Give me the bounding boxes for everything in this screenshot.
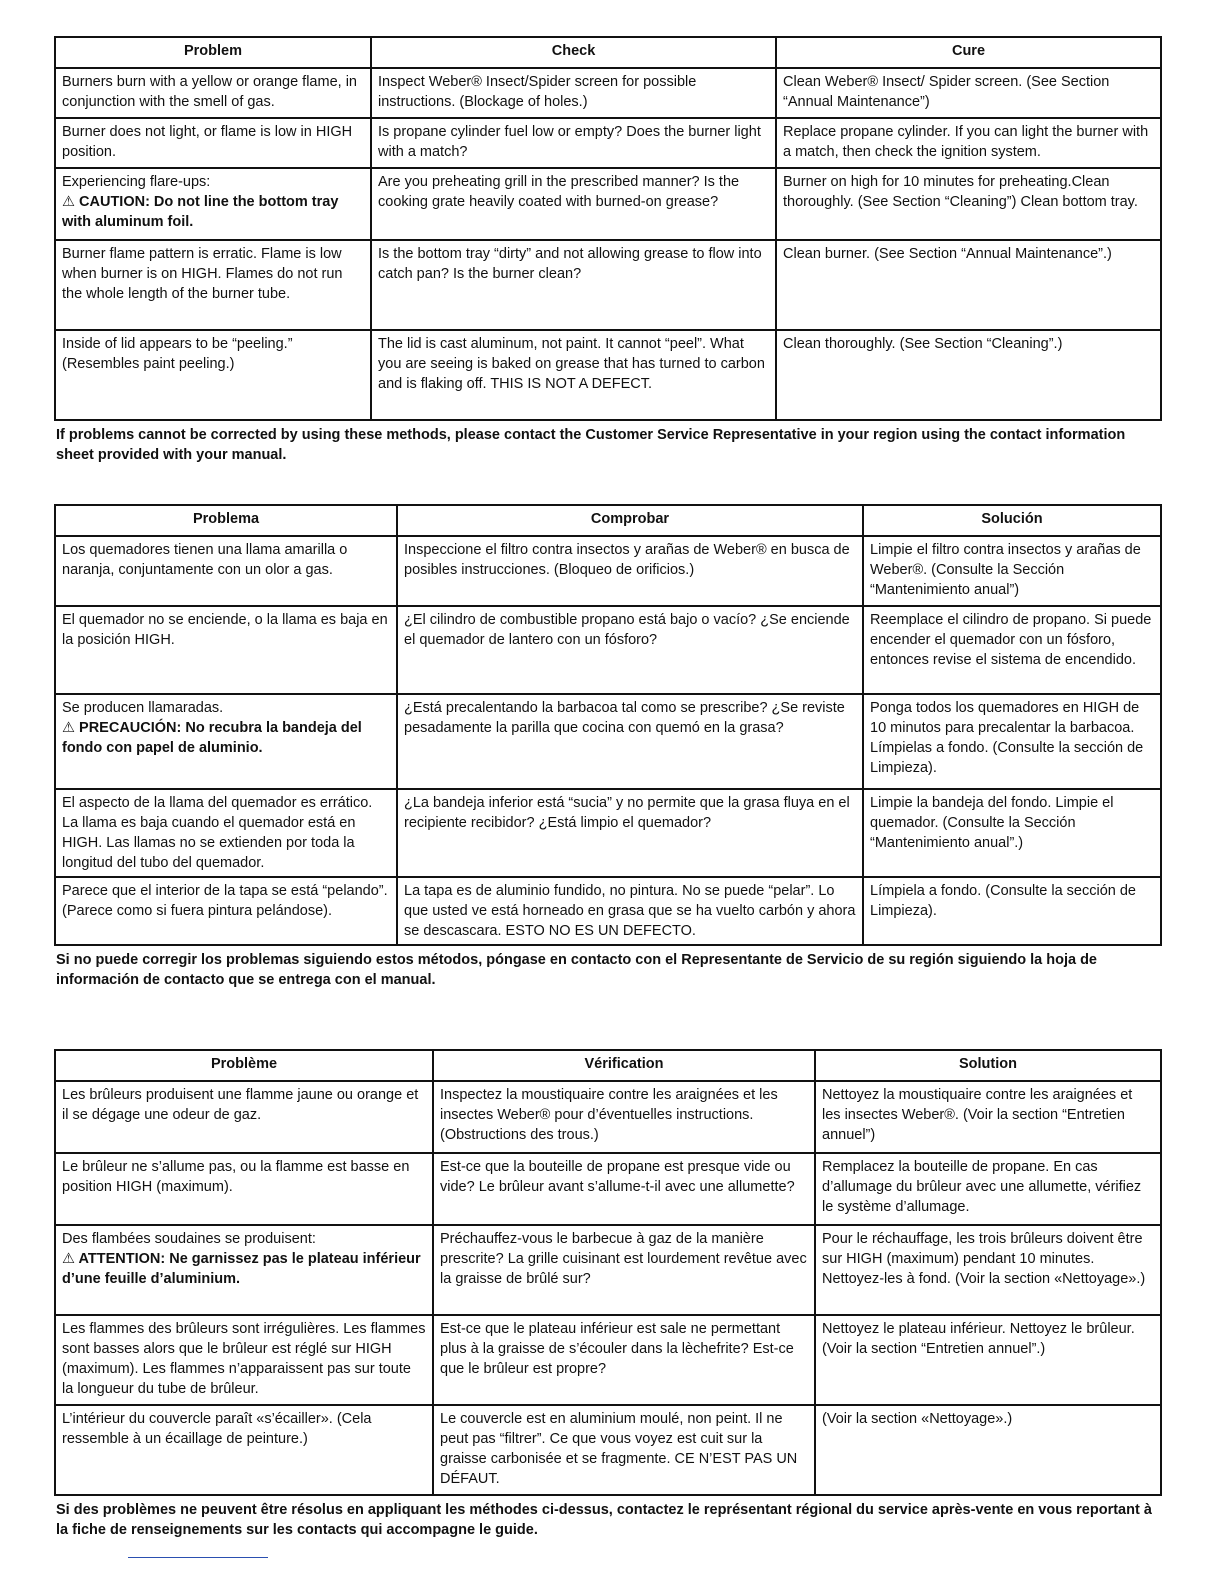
cure-cell: Clean Weber® Insect/ Spider screen. (See Section “Annual Maintenance”)	[776, 68, 1161, 118]
column-header-problem: Problema	[55, 505, 397, 536]
table-row	[55, 68, 1161, 118]
table-row	[55, 694, 1161, 789]
column-header-check: Comprobar	[397, 505, 863, 536]
check-cell: Le couvercle est en aluminium moulé, non peint. Il ne peut pas “filtrer”. Ce que vous voyez est cuit sur la graisse carbonisée et se fragmente. CE N’EST PAS UN DÉFAUT.	[433, 1405, 815, 1495]
caution-warning: ⚠ ATTENTION: Ne garnissez pas le plateau inférieur d’une feuille d’aluminium.	[62, 1251, 421, 1287]
problem-cell: Les flammes des brûleurs sont irrégulières. Les flammes sont basses alors que le brûleur est réglé sur HIGH (maximum). Les flammes n’apparaissent pas sur toute la longueur du tube de brûleur.	[55, 1315, 433, 1405]
problem-cell: El quemador no se enciende, o la llama es baja en la posición HIGH.	[55, 606, 397, 694]
problem-cell: Le brûleur ne s’allume pas, ou la flamme est basse en position HIGH (maximum).	[55, 1153, 433, 1225]
cure-cell: Reemplace el cilindro de propano. Si puede encender el quemador con un fósforo, entonces revise el sistema de encendido.	[863, 606, 1161, 694]
check-cell: ¿La bandeja inferior está “sucia” y no permite que la grasa fluya en el recipiente recibidor? ¿Está limpio el quemador?	[397, 789, 863, 877]
troubleshooting-section-french	[54, 1049, 1160, 1540]
table-row	[55, 240, 1161, 330]
table-row	[55, 168, 1161, 240]
cure-cell: Pour le réchauffage, les trois brûleurs doivent être sur HIGH (maximum) pendant 10 minutes. Nettoyez-les à fond. (Voir la section «Nettoyage».)	[815, 1225, 1161, 1315]
column-header-problem: Problème	[55, 1050, 433, 1081]
problem-cell: Burner flame pattern is erratic. Flame is low when burner is on HIGH. Flames do not run the whole length of the burner tube.	[55, 240, 371, 330]
table-row	[55, 1405, 1161, 1495]
table-row	[55, 536, 1161, 606]
cure-cell: Remplacez la bouteille de propane. En cas d’allumage du brûleur avec une allumette, vérifiez le système d’allumage.	[815, 1153, 1161, 1225]
problem-cell: Les brûleurs produisent une flamme jaune ou orange et il se dégage une odeur de gaz.	[55, 1081, 433, 1153]
table-row	[55, 1153, 1161, 1225]
cure-cell: Burner on high for 10 minutes for preheating.Clean thoroughly. (See Section “Cleaning”) Clean bottom tray.	[776, 168, 1161, 240]
cure-cell: Limpie la bandeja del fondo. Limpie el quemador. (Consulte la Sección “Mantenimiento anual”.)	[863, 789, 1161, 877]
troubleshooting-table-french	[54, 1049, 1162, 1496]
table-row	[55, 606, 1161, 694]
check-cell: Inspeccione el filtro contra insectos y arañas de Weber® en busca de posibles instrucciones. (Bloqueo de orificios.)	[397, 536, 863, 606]
problem-cell	[55, 1225, 433, 1315]
column-header-check: Vérification	[433, 1050, 815, 1081]
cure-cell: Nettoyez le plateau inférieur. Nettoyez le brûleur. (Voir la section “Entretien annuel”.)	[815, 1315, 1161, 1405]
cure-cell: Clean burner. (See Section “Annual Maintenance”.)	[776, 240, 1161, 330]
column-header-check: Check	[371, 37, 776, 68]
page-footer-line	[128, 1557, 268, 1558]
caution-warning: ⚠ CAUTION: Do not line the bottom tray with aluminum foil.	[62, 194, 339, 230]
troubleshooting-section-spanish	[54, 504, 1160, 990]
problem-text: Des flambées soudaines se produisent:	[62, 1231, 316, 1247]
problem-cell: Inside of lid appears to be “peeling.” (Resembles paint peeling.)	[55, 330, 371, 420]
problem-cell	[55, 694, 397, 789]
cure-cell: Limpie el filtro contra insectos y arañas de Weber®. (Consulte la Sección “Mantenimiento anual”)	[863, 536, 1161, 606]
problem-cell: El aspecto de la llama del quemador es errático. La llama es baja cuando el quemador está en HIGH. Las llamas no se extienden por toda la longitud del tubo del quemador.	[55, 789, 397, 877]
table-row	[55, 1225, 1161, 1315]
problem-cell	[55, 168, 371, 240]
table-row	[55, 789, 1161, 877]
table-header-row	[55, 505, 1161, 536]
check-cell: Est-ce que la bouteille de propane est presque vide ou vide? Le brûleur avant s’allume-t-il avec une allumette?	[433, 1153, 815, 1225]
problem-cell: Burner does not light, or flame is low in HIGH position.	[55, 118, 371, 168]
cure-cell: Límpiela a fondo. (Consulte la sección de Limpieza).	[863, 877, 1161, 945]
problem-cell: Parece que el interior de la tapa se está “pelando”. (Parece como si fuera pintura pelándose).	[55, 877, 397, 945]
table-row	[55, 330, 1161, 420]
table-row	[55, 1315, 1161, 1405]
contact-note: Si des problèmes ne peuvent être résolus en appliquant les méthodes ci-dessus, contactez le représentant régional du service après-vente en vous reportant à la fiche de renseignements sur les contacts qui accompagne le guide.	[56, 1502, 1152, 1538]
table-row	[55, 118, 1161, 168]
check-cell: Inspectez la moustiquaire contre les araignées et les insectes Weber® pour d’éventuelles instructions. (Obstructions des trous.)	[433, 1081, 815, 1153]
caution-warning: ⚠ PRECAUCIÓN: No recubra la bandeja del fondo con papel de aluminio.	[62, 720, 362, 756]
column-header-cure: Cure	[776, 37, 1161, 68]
column-header-problem: Problem	[55, 37, 371, 68]
check-cell: Are you preheating grill in the prescribed manner? Is the cooking grate heavily coated with burned-on grease?	[371, 168, 776, 240]
check-cell: Is the bottom tray “dirty” and not allowing grease to flow into catch pan? Is the burner clean?	[371, 240, 776, 330]
check-cell: La tapa es de aluminio fundido, no pintura. No se puede “pelar”. Lo que usted ve está horneado en grasa que se ha vuelto carbón y ahora se descascara. ESTO NO ES UN DEFECTO.	[397, 877, 863, 945]
table-header-row	[55, 37, 1161, 68]
check-cell: Is propane cylinder fuel low or empty? Does the burner light with a match?	[371, 118, 776, 168]
check-cell: Préchauffez-vous le barbecue à gaz de la manière prescrite? La grille cuisinant est lourdement revêtue avec la graisse de brûlé sur?	[433, 1225, 815, 1315]
troubleshooting-section-english	[54, 36, 1160, 465]
column-header-cure: Solución	[863, 505, 1161, 536]
problem-text: Experiencing flare-ups:	[62, 174, 211, 190]
check-cell: ¿Está precalentando la barbacoa tal como se prescribe? ¿Se reviste pesadamente la parilla que cocina con quemó en la grasa?	[397, 694, 863, 789]
contact-note: If problems cannot be corrected by using these methods, please contact the Customer Service Representative in your region using the contact information sheet provided with your manual.	[56, 427, 1126, 463]
check-cell: Est-ce que le plateau inférieur est sale ne permettant plus à la graisse de s’écouler dans la lèchefrite? Est-ce que le brûleur est propre?	[433, 1315, 815, 1405]
problem-cell: L’intérieur du couvercle paraît «s’écailler». (Cela ressemble à un écaillage de peinture.)	[55, 1405, 433, 1495]
problem-cell: Burners burn with a yellow or orange flame, in conjunction with the smell of gas.	[55, 68, 371, 118]
table-header-row	[55, 1050, 1161, 1081]
cure-cell: (Voir la section «Nettoyage».)	[815, 1405, 1161, 1495]
troubleshooting-table-english	[54, 36, 1162, 421]
cure-cell: Clean thoroughly. (See Section “Cleaning”.)	[776, 330, 1161, 420]
check-cell: The lid is cast aluminum, not paint. It cannot “peel”. What you are seeing is baked on grease that has turned to carbon and is flaking off. THIS IS NOT A DEFECT.	[371, 330, 776, 420]
check-cell: Inspect Weber® Insect/Spider screen for possible instructions. (Blockage of holes.)	[371, 68, 776, 118]
problem-text: Se producen llamaradas.	[62, 700, 224, 716]
contact-note: Si no puede corregir los problemas siguiendo estos métodos, póngase en contacto con el Representante de Servicio de su región siguiendo la hoja de información de contacto que se entrega con el manual.	[56, 952, 1097, 988]
cure-cell: Ponga todos los quemadores en HIGH de 10 minutos para precalentar la barbacoa. Límpielas a fondo. (Consulte la sección de Limpieza).	[863, 694, 1161, 789]
table-row	[55, 1081, 1161, 1153]
cure-cell: Replace propane cylinder. If you can light the burner with a match, then check the ignition system.	[776, 118, 1161, 168]
column-header-cure: Solution	[815, 1050, 1161, 1081]
cure-cell: Nettoyez la moustiquaire contre les araignées et les insectes Weber®. (Voir la section “Entretien annuel”)	[815, 1081, 1161, 1153]
problem-cell: Los quemadores tienen una llama amarilla o naranja, conjuntamente con un olor a gas.	[55, 536, 397, 606]
check-cell: ¿El cilindro de combustible propano está bajo o vacío? ¿Se enciende el quemador de lantero con un fósforo?	[397, 606, 863, 694]
troubleshooting-table-spanish	[54, 504, 1162, 946]
table-row	[55, 877, 1161, 945]
